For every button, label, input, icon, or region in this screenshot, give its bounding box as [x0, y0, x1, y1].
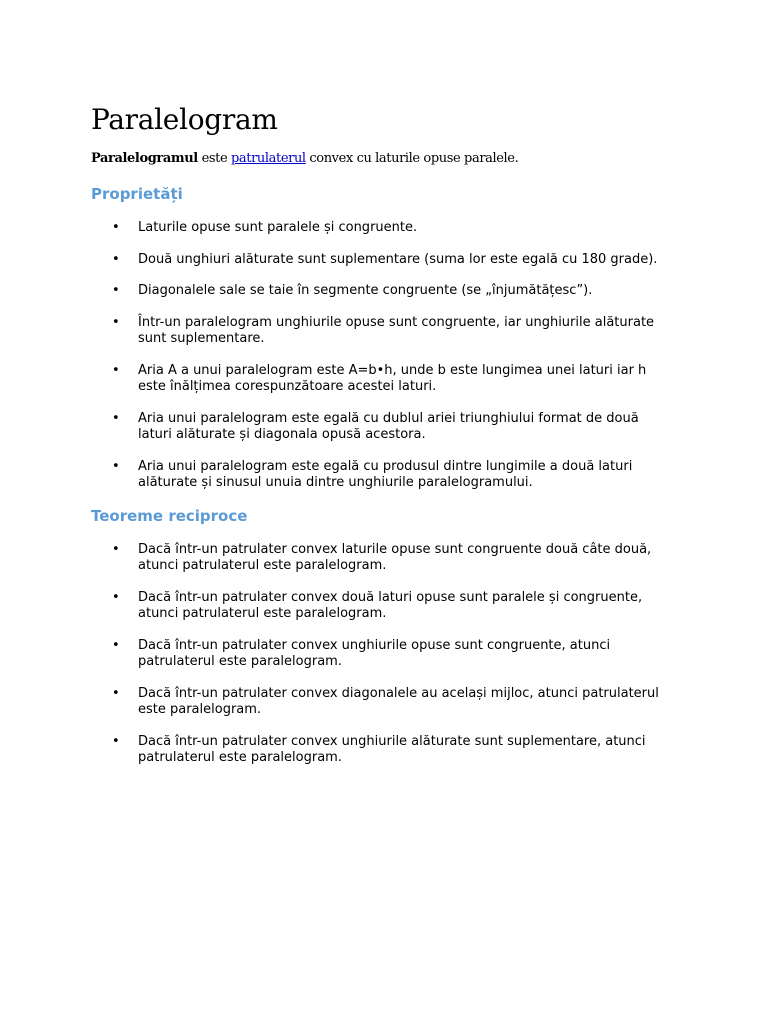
bullet-icon: • [112, 220, 120, 235]
bullet-icon: • [112, 541, 120, 557]
bullet-icon: • [112, 458, 120, 474]
intro-paragraph [91, 150, 691, 168]
bullet-icon: • [112, 589, 120, 605]
list-item [91, 283, 668, 300]
bullet-icon: • [112, 362, 120, 378]
list-item-text: Dacă într-un patrulater convex unghiurile alăturate sunt suplementare, atunci patrulaterul este paralelogram. [138, 733, 646, 765]
bullet-icon: • [112, 314, 120, 330]
list-item [91, 459, 668, 492]
intro-text-before-link: este [197, 151, 232, 166]
section-heading-proprietati: Proprietăți [91, 185, 183, 203]
bullet-icon: • [112, 685, 120, 701]
list-item [91, 638, 668, 671]
document-page [91, 100, 691, 767]
list-item-text: Dacă într-un patrulater convex diagonalele au același mijloc, atunci patrulaterul este paralelogram. [138, 685, 659, 717]
list-item [91, 542, 668, 575]
patrulaterul-link[interactable]: patrulaterul [231, 151, 306, 166]
bullet-icon: • [112, 410, 120, 426]
intro-text-after-link: convex cu laturile opuse paralele. [305, 151, 519, 166]
list-item-text: Aria unui paralelogram este egală cu produsul dintre lungimile a două laturi alăturate și sinusul unuia dintre unghiurile paralelogramului. [138, 458, 633, 490]
intro-term: Paralelogramul [91, 151, 198, 166]
list-item-text: Două unghiuri alăturate sunt suplementare (suma lor este egală cu 180 grade). [138, 251, 658, 267]
list-item-text: Dacă într-un patrulater convex două laturi opuse sunt paralele și congruente, atunci patrulaterul este paralelogram. [138, 589, 643, 621]
list-item [91, 315, 668, 348]
list-item-text: Dacă într-un patrulater convex laturile opuse sunt congruente două câte două, atunci patrulaterul este paralelogram. [138, 541, 652, 573]
list-item [91, 590, 668, 623]
list-item-text: Aria unui paralelogram este egală cu dublul ariei triunghiului format de două laturi alăturate și diagonala opusă acestora. [138, 410, 639, 442]
bullet-icon: • [112, 637, 120, 653]
list-item-text: Aria A a unui paralelogram este A=b•h, unde b este lungimea unei laturi iar h este înălțimea corespunzătoare acestei laturi. [138, 362, 647, 394]
bullet-icon: • [112, 733, 120, 749]
list-item [91, 411, 668, 444]
list-item-text: Într-un paralelogram unghiurile opuse sunt congruente, iar unghiurile alăturate sunt suplementare. [138, 314, 655, 346]
list-item [91, 686, 668, 719]
list-item [91, 220, 668, 237]
page-title: Paralelogram [91, 103, 278, 136]
bullet-icon: • [112, 283, 120, 298]
proprietati-list [91, 220, 691, 492]
list-item [91, 734, 668, 767]
bullet-icon: • [112, 251, 120, 267]
list-item [91, 252, 668, 269]
section-heading-teoreme-reciproce: Teoreme reciproce [91, 506, 248, 525]
teoreme-reciproce-list [91, 542, 691, 767]
list-item-text: Laturile opuse sunt paralele și congruente. [138, 220, 418, 235]
list-item [91, 363, 668, 396]
list-item-text: Dacă într-un patrulater convex unghiurile opuse sunt congruente, atunci patrulaterul este paralelogram. [138, 637, 611, 669]
list-item-text: Diagonalele sale se taie în segmente congruente (se „înjumătățesc”). [138, 283, 593, 298]
